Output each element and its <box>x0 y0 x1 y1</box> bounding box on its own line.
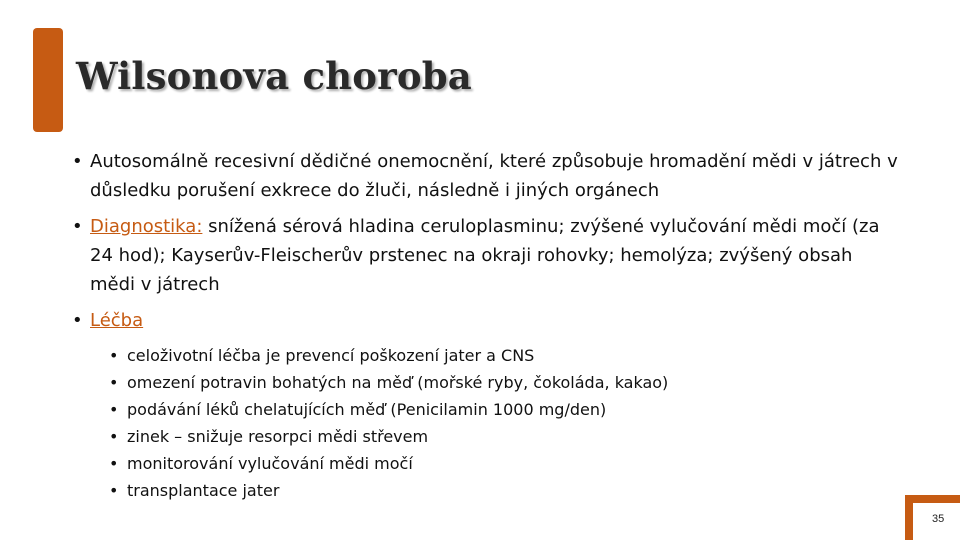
bullet-lecba <box>72 306 902 335</box>
bullet-marker: • <box>72 216 83 237</box>
slide-content <box>72 147 902 504</box>
sub-bullet-marker: • <box>109 427 119 446</box>
treatment-list <box>109 342 902 504</box>
bullet-text: snížená sérová hladina ceruloplasminu; zvýšené vylučování mědi močí (za 24 hod); Kayserův-Fleischerův prstenec na okraji rohovky; hemolýza; zvýšený obsah mědi v játrech <box>90 216 880 295</box>
bullet-marker: • <box>72 310 83 331</box>
list-item-text: podávání léků chelatujících měď (Penicilamin 1000 mg/den) <box>127 400 607 419</box>
lecba-link[interactable]: Léčba <box>90 310 144 331</box>
list-item <box>109 450 902 477</box>
bullet-diagnostika <box>72 212 902 299</box>
list-item-text: transplantace jater <box>127 481 280 500</box>
bullet-text: Autosomálně recesivní dědičné onemocnění, které způsobuje hromadění mědi v játrech v důsledku porušení exkrece do žluči, následně i jiných orgánech <box>90 151 898 201</box>
list-item <box>109 423 902 450</box>
list-item <box>109 369 902 396</box>
bullet-definition <box>72 147 902 205</box>
slide-title: Wilsonova choroba <box>76 54 472 98</box>
sub-bullet-marker: • <box>109 454 119 473</box>
diagnostika-link[interactable]: Diagnostika: <box>90 216 203 237</box>
sub-bullet-marker: • <box>109 400 119 419</box>
sub-bullet-marker: • <box>109 346 119 365</box>
list-item-text: celoživotní léčba je prevencí poškození jater a CNS <box>127 346 535 365</box>
list-item-text: monitorování vylučování mědi močí <box>127 454 413 473</box>
list-item-text: omezení potravin bohatých na měď (mořské ryby, čokoláda, kakao) <box>127 373 669 392</box>
list-item <box>109 477 902 504</box>
page-number: 35 <box>932 513 945 525</box>
list-item <box>109 396 902 423</box>
bullet-marker: • <box>72 151 83 172</box>
title-accent-bar <box>33 28 63 132</box>
list-item <box>109 342 902 369</box>
sub-bullet-marker: • <box>109 481 119 500</box>
sub-bullet-marker: • <box>109 373 119 392</box>
list-item-text: zinek – snižuje resorpci mědi střevem <box>127 427 429 446</box>
